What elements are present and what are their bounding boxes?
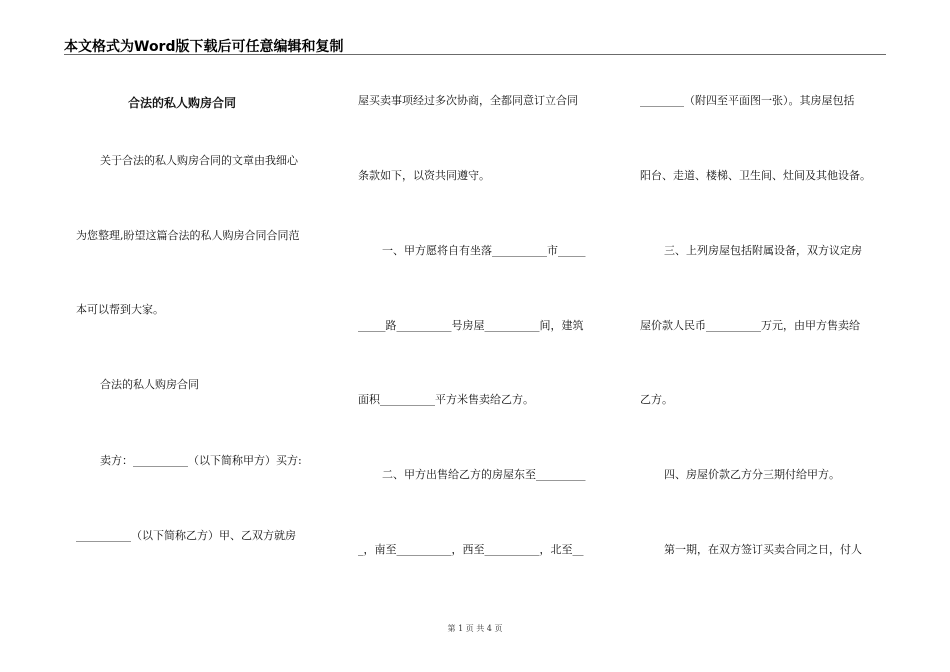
paragraph-line: 乙方。 xyxy=(640,393,673,406)
paragraph-line: __________（以下简称乙方）甲、乙双方就房 xyxy=(76,529,296,542)
subtitle-line: 合法的私人购房合同 xyxy=(100,378,199,391)
paragraph-line: 屋买卖事项经过多次协商，全都同意订立合同 xyxy=(358,94,578,107)
page-number-footer: 第 1 页 共 4 页 xyxy=(447,624,503,633)
clause-line: 二、甲方出售给乙方的房屋东至_________ xyxy=(382,468,586,481)
header-title: 本文格式为Word版下载后可任意编辑和复制 xyxy=(64,39,344,55)
text-column-1 xyxy=(76,0,326,672)
clause-line: 一、甲方愿将自有坐落__________市_____ xyxy=(382,244,586,257)
clause-line: 三、上列房屋包括附属设备，双方议定房 xyxy=(664,244,862,257)
paragraph-line: 面积__________平方米售卖给乙方。 xyxy=(358,393,534,406)
text-column-3 xyxy=(640,0,890,672)
paragraph-line: 为您整理,盼望这篇合法的私人购房合同合同范 xyxy=(76,229,300,242)
paragraph-line: 屋价款人民币__________万元，由甲方售卖给 xyxy=(640,319,860,332)
paragraph-line: _，南至__________，西至__________，北至__ xyxy=(358,543,584,556)
paragraph-line: 阳台、走道、楼梯、卫生间、灶间及其他设备。 xyxy=(640,169,871,182)
text-column-2 xyxy=(358,0,608,672)
paragraph-line: 关于合法的私人购房合同的文章由我细心 xyxy=(100,154,298,167)
paragraph-line: ________（附四至平面图一张）。其房屋包括 xyxy=(640,94,855,107)
paragraph-line: 卖方：__________（以下简称甲方）买方: xyxy=(100,454,302,467)
clause-line: 四、房屋价款乙方分三期付给甲方。 xyxy=(664,468,840,481)
clause-line: 第一期，在双方签订买卖合同之日，付人 xyxy=(664,543,862,556)
paragraph-line: _____路__________号房屋__________间，建筑 xyxy=(358,319,584,332)
paragraph-line: 条款如下，以资共同遵守。 xyxy=(358,169,490,182)
document-title: 合法的私人购房合同 xyxy=(128,96,237,110)
paragraph-line: 本可以帮到大家。 xyxy=(76,303,164,316)
